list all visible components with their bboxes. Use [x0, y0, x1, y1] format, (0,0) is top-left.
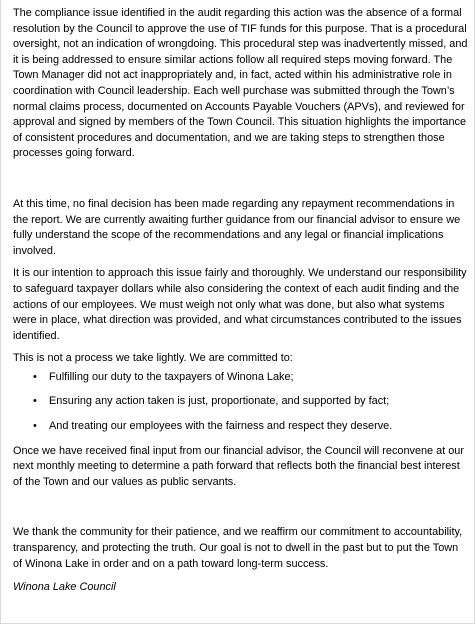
- paragraph-thanks: We thank the community for their patience, and we reaffirm our commitment to accountability, transparency, and protecting the truth. Our goal is not to dwell in the past but to put the Town of Winona Lake in order and on a path toward long-term success.: [13, 526, 463, 570]
- signature: Winona Lake Council: [13, 581, 116, 594]
- list-item: [13, 419, 470, 435]
- paragraph-compliance-issue: The compliance issue identified in the audit regarding this action was the absence of a formal resolution by the Council to approve the use of TIF funds for this purpose. That is a procedural oversight, not an indication of wrongdoing. This procedural step was inadvertently missed, and it is being addressed to ensure similar actions follow all required steps moving forward. The Town Manager did not act inappropriately and, in fact, acted within his administrative role in coordination with Council leadership. Each well purchase was submitted through the Town’s normal claims process, documented on Accounts Payable Vouchers (APVs), and reviewed for approval and signed by members of the Town Council. This situation highlights the importance of consistent procedures and documentation, and we are taking steps to strengthen those processes going forward.: [13, 7, 468, 160]
- bullet-glyph: •: [33, 420, 37, 433]
- list-item-text: Fulfilling our duty to the taxpayers of Winona Lake;: [49, 370, 294, 383]
- paragraph-repayment-decision: At this time, no final decision has been made regarding any repayment recommendations in the report. We are currently awaiting further guidance from our financial advisor to ensure we fully understand the scope of the recommendations and any legal or financial implications involved.: [13, 197, 461, 257]
- paragraph-next-steps: Once we have received final input from our financial advisor, the Council will reconvene at our next monthly meeting to determine a path forward that reflects both the financial best interest of the Town and our values as public servants.: [13, 444, 464, 488]
- list-item-text: And treating our employees with the fairness and respect they deserve.: [49, 420, 393, 433]
- bullet-glyph: •: [33, 395, 37, 408]
- list-item-text: Ensuring any action taken is just, proportionate, and supported by fact;: [49, 395, 390, 408]
- paragraph-commitment-intro: This is not a process we take lightly. We are committed to:: [13, 352, 293, 365]
- list-item: [13, 394, 470, 410]
- commitment-list: [13, 370, 470, 435]
- list-item: [13, 370, 470, 386]
- bullet-glyph: •: [33, 370, 37, 383]
- paragraph-intention: It is our intention to approach this issue fairly and thoroughly. We understand our responsibility to safeguard taxpayer dollars while also considering the context of each audit finding and the actions of our employees. We must weigh not only what was done, but also what systems were in place, what direction was provided, and what circumstances contributed to the issues identified.: [13, 267, 467, 342]
